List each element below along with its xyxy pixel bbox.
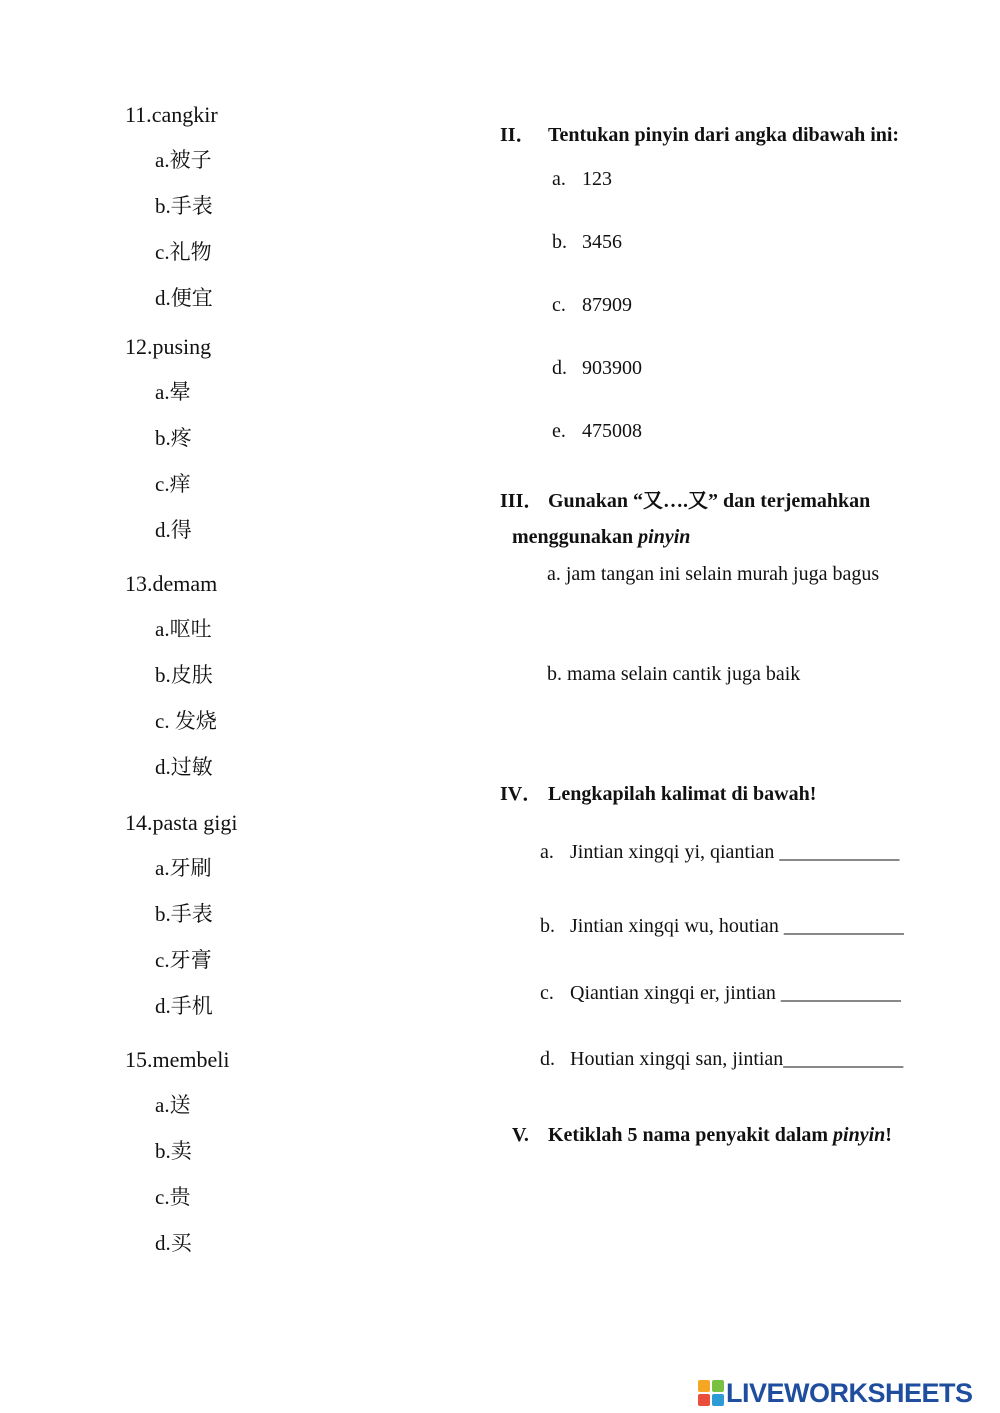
question-word: demam <box>152 571 218 596</box>
question-word: cangkir <box>151 102 218 127</box>
logo-square <box>698 1380 710 1392</box>
section-2-heading: II． Tentukan pinyin dari angka dibawah ini: <box>500 124 900 146</box>
question-11-title <box>125 102 218 128</box>
question-11-option[interactable]: a.被子 <box>155 148 212 172</box>
section-4-item[interactable] <box>540 982 901 1005</box>
question-12-option[interactable]: b.疼 <box>155 426 192 450</box>
logo-text: LIVEWORKSHEETS <box>726 1377 973 1408</box>
question-12-title <box>125 334 211 360</box>
question-15-option[interactable]: b.卖 <box>155 1139 192 1163</box>
question-word: pasta gigi <box>152 810 238 835</box>
question-15-title <box>125 1047 229 1073</box>
question-12-option[interactable]: a.晕 <box>155 380 191 404</box>
question-14-option[interactable]: a.牙刷 <box>155 856 212 880</box>
section-3-heading: III． Gunakan “又….又” dan terjemahkan <box>500 490 871 512</box>
question-14-option[interactable]: b.手表 <box>155 902 213 926</box>
question-15-option[interactable]: c.贵 <box>155 1185 191 1209</box>
question-13-option[interactable]: a.呕吐 <box>155 617 212 641</box>
item-marker: b. <box>540 915 555 937</box>
question-13-option[interactable]: c. 发烧 <box>155 709 217 733</box>
item-marker: a. <box>552 168 566 190</box>
question-15-option[interactable]: a.送 <box>155 1093 191 1117</box>
question-13-option[interactable]: b.皮肤 <box>155 663 213 687</box>
item-value: 475008 <box>582 420 642 442</box>
question-13-option[interactable]: d.过敏 <box>155 755 213 779</box>
question-number: 14. <box>125 810 153 835</box>
question-word: pusing <box>152 334 212 359</box>
question-11-option[interactable]: d.便宜 <box>155 286 213 310</box>
section-2-item <box>552 294 632 317</box>
fill-in-sentence: Qiantian xingqi er, jintian ____________ <box>570 982 901 1004</box>
item-marker: d. <box>540 1048 555 1070</box>
question-11-option[interactable]: c.礼物 <box>155 240 212 264</box>
section-5-heading: V. Ketiklah 5 nama penyakit dalam pinyin! <box>512 1124 892 1146</box>
item-marker: c. <box>540 982 554 1004</box>
fill-in-sentence: Houtian xingqi san, jintian____________ <box>570 1048 904 1070</box>
section-4-item[interactable] <box>540 841 899 864</box>
section-3-item-b: b. mama selain cantik juga baik <box>547 663 801 685</box>
question-number: 11. <box>125 102 152 127</box>
question-word: membeli <box>152 1047 230 1072</box>
section-2-item <box>552 168 612 191</box>
section-3-heading-line2: menggunakan pinyin <box>512 526 691 548</box>
item-value: 3456 <box>582 231 622 253</box>
liveworksheets-logo <box>698 1378 973 1408</box>
item-marker: d. <box>552 357 567 379</box>
logo-square <box>698 1394 710 1406</box>
section-2-item <box>552 231 622 254</box>
question-number: 15. <box>125 1047 153 1072</box>
question-12-option[interactable]: d.得 <box>155 518 192 542</box>
question-14-title <box>125 810 237 836</box>
section-2-item <box>552 420 642 443</box>
item-value: 903900 <box>582 357 642 379</box>
liveworksheets-logo-icon <box>698 1380 724 1406</box>
logo-square <box>712 1380 724 1392</box>
section-2-item <box>552 357 642 380</box>
fill-in-sentence: Jintian xingqi wu, houtian ____________ <box>570 915 904 937</box>
question-12-option[interactable]: c.痒 <box>155 472 191 496</box>
item-marker: c. <box>552 294 566 316</box>
logo-square <box>712 1394 724 1406</box>
item-marker: a. <box>540 841 554 863</box>
question-11-option[interactable]: b.手表 <box>155 194 213 218</box>
question-14-option[interactable]: d.手机 <box>155 994 213 1018</box>
question-14-option[interactable]: c.牙膏 <box>155 948 212 972</box>
fill-in-sentence: Jintian xingqi yi, qiantian ____________ <box>570 841 900 863</box>
item-value: 87909 <box>582 294 632 316</box>
question-15-option[interactable]: d.买 <box>155 1231 192 1255</box>
section-3-item-a: a. jam tangan ini selain murah juga bagus <box>547 563 880 585</box>
item-value: 123 <box>582 168 612 190</box>
question-13-title <box>125 571 217 597</box>
section-4-item[interactable] <box>540 1048 903 1071</box>
item-marker: e. <box>552 420 566 442</box>
section-4-item[interactable] <box>540 915 904 938</box>
question-number: 12. <box>125 334 153 359</box>
section-4-heading: IV． Lengkapilah kalimat di bawah! <box>500 783 817 805</box>
item-marker: b. <box>552 231 567 253</box>
question-number: 13. <box>125 571 153 596</box>
